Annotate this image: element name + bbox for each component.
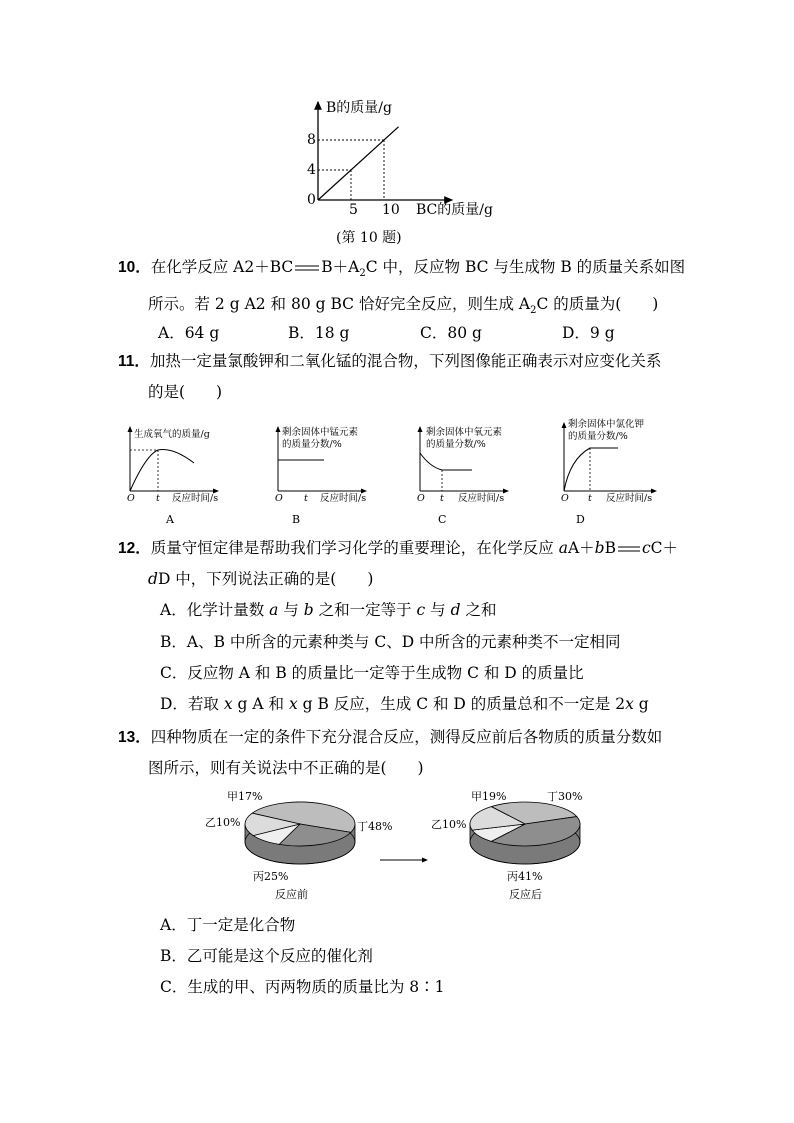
q11-a-curve — [130, 450, 194, 491]
q11-graph-d[interactable] — [561, 418, 656, 526]
q11-d-curve — [564, 448, 618, 491]
pie-before-label-bing: 丙25% — [253, 870, 289, 883]
q10-option-c[interactable]: C．80 g — [420, 324, 482, 342]
q11-b-ylabel1: 剩余固体中锰元素 — [282, 427, 359, 438]
q13-option-a[interactable]: A．丁一定是化合物 — [160, 916, 296, 934]
q11-d-t: t — [588, 493, 592, 504]
q13-number: 13． — [118, 729, 151, 746]
fig10-xtick-10: 10 — [382, 202, 400, 218]
q11-b-origin: O — [275, 493, 283, 504]
equal-sign-icon — [616, 544, 642, 554]
q11-a-letter: A — [166, 513, 174, 526]
q11-graphs — [118, 415, 678, 530]
fig10-ytick-8: 8 — [307, 132, 316, 148]
question-13: 13．四种物质在一定的条件下充分混合反应，测得反应前后各物质的质量分数如 图所示，则有关说法中不正确的是( ) — [118, 728, 663, 777]
q13-option-c[interactable]: C．生成的甲、丙两物质的质量比为 8∶1 — [160, 978, 445, 996]
q11-d-ylabel1: 剩余固体中氯化钾 — [568, 419, 645, 430]
fig10-ytick-4: 4 — [307, 162, 316, 178]
pie-after-caption: 反应后 — [509, 888, 542, 901]
pie-before-label-ding: 丁48% — [357, 820, 393, 833]
q11-d-origin: O — [561, 493, 569, 504]
fig10-chart — [290, 92, 520, 252]
q12-option-a[interactable]: A．化学计量数 a 与 b 之和一定等于 c 与 d 之和 — [160, 601, 497, 619]
pie-before-label-jia: 甲17% — [227, 790, 263, 803]
fig10-xtick-5: 5 — [349, 202, 358, 218]
q11-graph-a[interactable] — [127, 427, 218, 526]
fig10-origin: 0 — [307, 192, 316, 208]
q10-option-b[interactable]: B．18 g — [288, 324, 350, 342]
pie-after-label-ding: 丁30% — [547, 790, 583, 803]
q11-b-t: t — [304, 493, 308, 504]
q12-option-d[interactable]: D．若取 x g A 和 x g B 反应，生成 C 和 D 的质量总和不一定是 2x g — [160, 695, 649, 713]
q10-number: 10． — [118, 259, 151, 276]
q11-c-origin: O — [417, 493, 425, 504]
pie-before-label-yi: 乙10% — [205, 816, 241, 829]
pie-before — [205, 790, 392, 901]
q11-a-xlabel: 反应时间/s — [172, 493, 219, 504]
q12-option-b[interactable]: B．A、B 中所含的元素种类与 C、D 中所含的元素种类不一定相同 — [160, 633, 621, 651]
q11-b-letter: B — [292, 513, 301, 526]
fig10-caption: (第 10 题) — [336, 230, 402, 246]
q11-a-origin: O — [127, 493, 135, 504]
q11-d-letter: D — [576, 513, 585, 526]
q10-option-a[interactable]: A．64 g — [158, 324, 220, 342]
q11-graph-b[interactable] — [275, 426, 366, 526]
pie-after — [431, 790, 582, 901]
q11-c-ylabel2: 的质量分数/% — [426, 439, 486, 450]
q13-pie-charts — [195, 784, 615, 908]
q11-b-xlabel: 反应时间/s — [320, 493, 367, 504]
q10-option-d[interactable]: D．9 g — [562, 324, 615, 342]
q11-b-ylabel2: 的质量分数/% — [282, 439, 342, 450]
q11-d-ylabel2: 的质量分数/% — [568, 431, 628, 442]
q11-d-xlabel: 反应时间/s — [606, 493, 653, 504]
q12-option-c[interactable]: C．反应物 A 和 B 的质量比一定等于生成物 C 和 D 的质量比 — [160, 664, 584, 682]
q11-number: 11． — [118, 353, 150, 370]
q11-a-ylabel: 生成氧气的质量/g — [134, 429, 210, 440]
q11-c-t: t — [440, 493, 444, 504]
question-12: 12．质量守恒定律是帮助我们学习化学的重要理论，在化学反应 aA＋bB cC＋ dD 中，下列说法正确的是( ) — [118, 539, 679, 588]
q11-c-ylabel1: 剩余固体中氧元素 — [426, 427, 503, 438]
pie-after-label-yi: 乙10% — [431, 818, 467, 831]
q12-number: 12． — [118, 540, 151, 557]
q11-graph-c[interactable] — [417, 426, 508, 526]
pie-before-caption: 反应前 — [275, 888, 308, 901]
pie-after-label-jia: 甲19% — [471, 790, 507, 803]
q11-c-letter: C — [438, 513, 447, 526]
question-10: 10．在化学反应 A2＋BC $B+A_2C$ 中，反应物 BC 与生成物 B 的质量关系如图 所示。若 2 g A2 和 80 g BC 恰好完全反应，则生成 $A_2C$ 的质量为( ) — [118, 258, 686, 317]
question-11: 11．加热一定量氯酸钾和二氧化锰的混合物，下列图像能正确表示对应变化关系 的是( ) — [118, 352, 662, 401]
q11-c-xlabel: 反应时间/s — [458, 493, 505, 504]
pie-after-label-bing: 丙41% — [507, 870, 543, 883]
q13-option-b[interactable]: B．乙可能是这个反应的催化剂 — [160, 947, 373, 965]
q11-a-t: t — [156, 493, 160, 504]
fig10-series-line — [318, 127, 399, 200]
fig10-xlabel: BC的质量/g — [416, 202, 493, 218]
q11-c-curve — [420, 453, 472, 470]
equal-sign-icon — [293, 263, 321, 273]
fig10-ylabel: B的质量/g — [326, 100, 392, 116]
